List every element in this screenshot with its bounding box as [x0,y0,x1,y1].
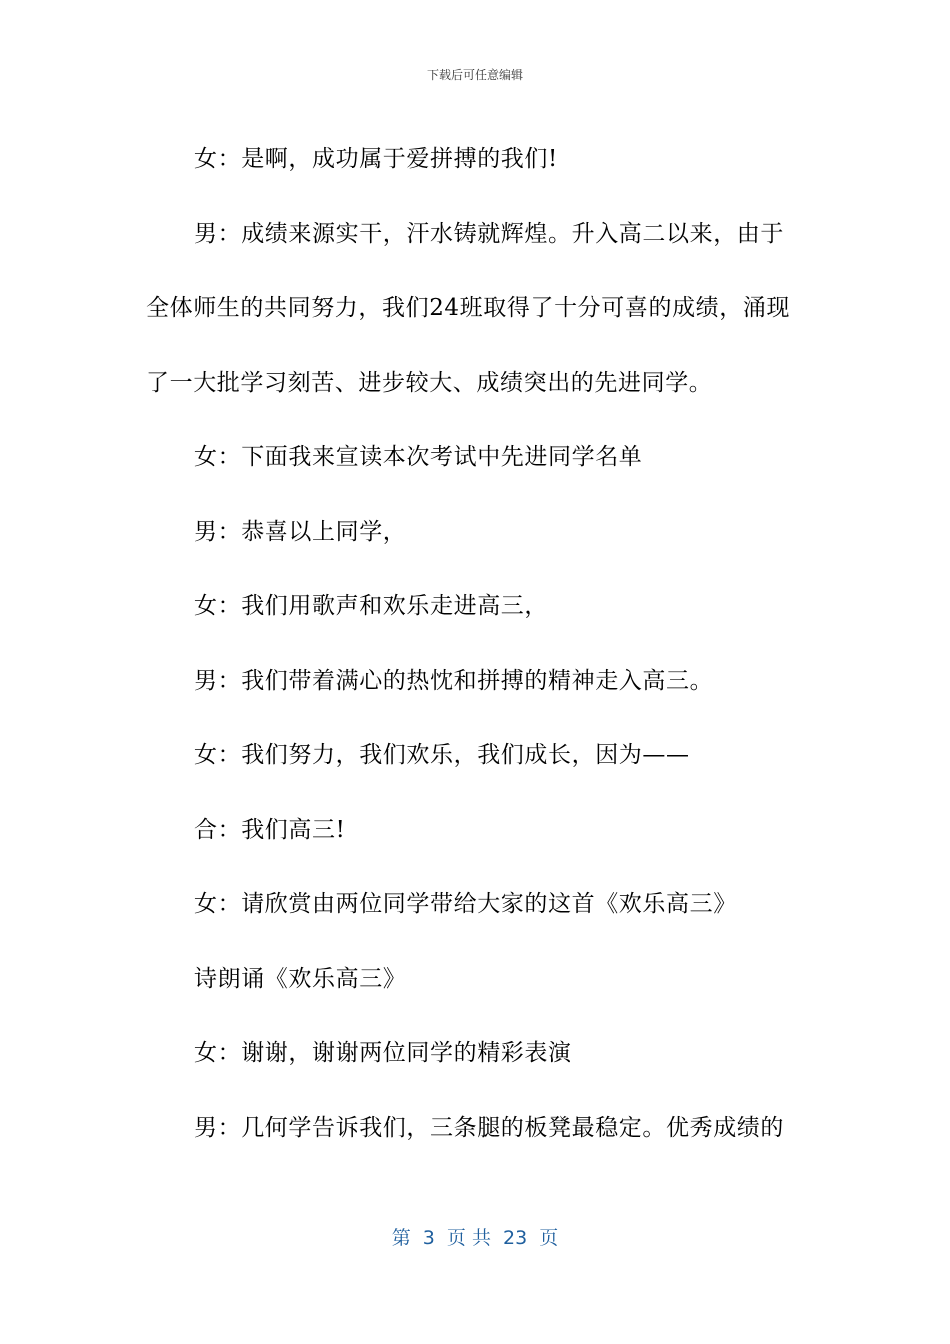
paragraph: 合：我们高三! [194,816,346,843]
paragraph: 女：下面我来宣读本次考试中先进同学名单 [194,444,643,470]
paragraph: 女：我们努力，我们欢乐，我们成长，因为—— [194,742,690,768]
paragraph: 女：谢谢，谢谢两位同学的精彩表演 [194,1040,572,1066]
paragraph: 女：是啊，成功属于爱拼搏的我们! [194,146,558,172]
paragraph: 女：请欣赏由两位同学带给大家的这首《欢乐高三》 [194,891,737,917]
paragraph: 诗朗诵《欢乐高三》 [194,965,407,992]
paragraph: 男：我们带着满心的热忱和拼搏的精神走入高三。 [194,667,714,694]
paragraph: 男：成绩来源实干，汗水铸就辉煌。升入高二以来，由于全体师生的共同努力，我们24班取得了十分可喜的成绩，涌现了一大批学习刻苦、进步较大、成绩突出的先进同学。 [146,220,791,396]
page-number-footer: 第 3 页 共 23 页 [391,1227,559,1249]
document-body [146,122,806,1165]
paragraph: 男：几何学告诉我们，三条腿的板凳最稳定。优秀成绩的 [194,1114,784,1141]
paragraph: 女：我们用歌声和欢乐走进高三， [194,593,548,619]
paragraph: 男：恭喜以上同学， [194,518,407,545]
page-header: 下载后可任意编辑 [426,68,523,82]
